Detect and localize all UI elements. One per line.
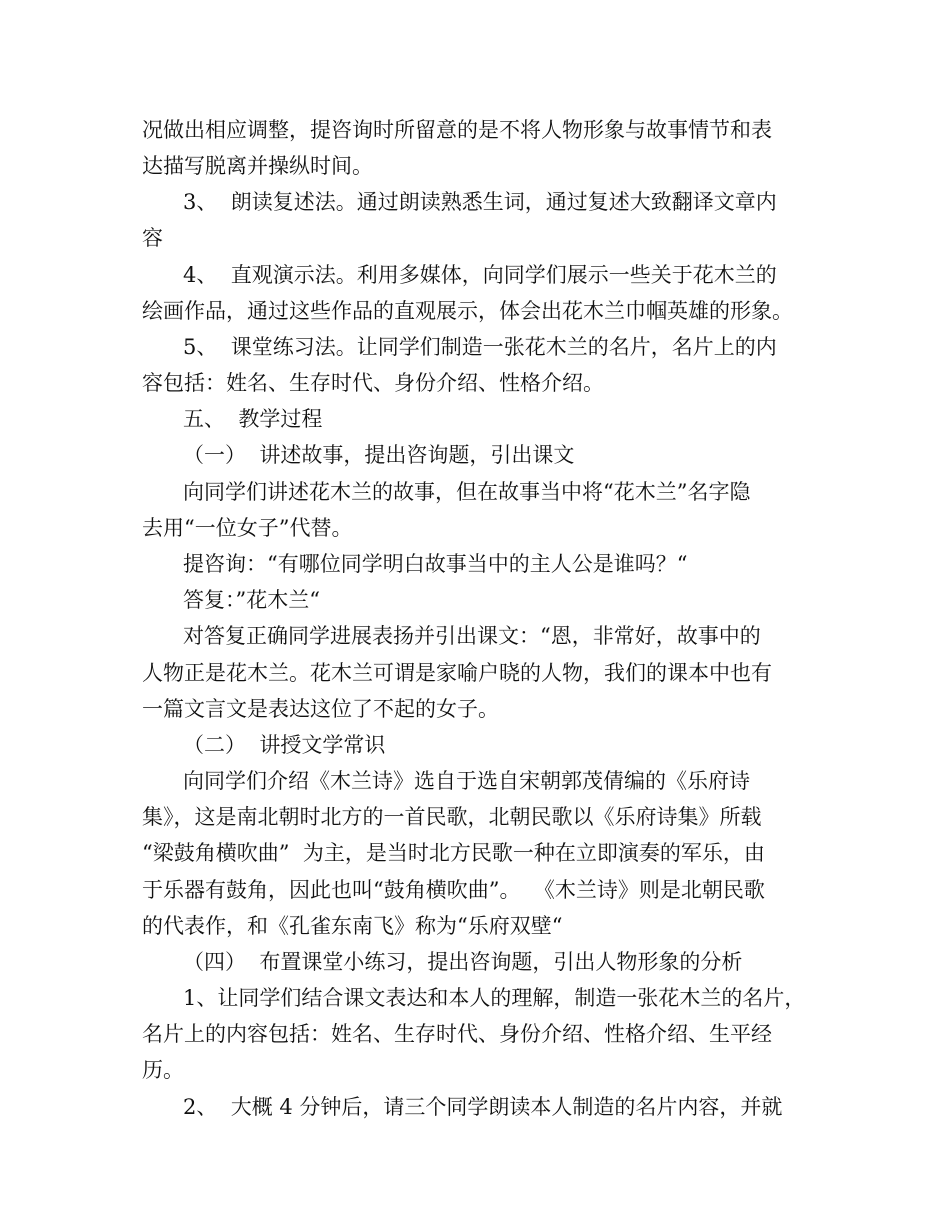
body-text-line: 的代表作，和《孔雀东南飞》称为“乐府双壁“ <box>142 914 563 938</box>
section-heading: 五、 教学过程 <box>183 407 323 431</box>
body-text-line: 去用“一位女子”代替。 <box>142 516 353 540</box>
subsection-heading: （二） 讲授文学常识 <box>183 733 386 757</box>
body-text-line: 况做出相应调整，提咨询时所留意的是不将人物形象与故事情节和表 <box>142 118 772 142</box>
body-text-line: 答复：”花木兰“ <box>183 588 320 612</box>
body-text-line: “梁鼓角横吹曲” 为主，是当时北方民歌一种在立即演奏的军乐，由 <box>142 841 765 865</box>
body-text-line: 绘画作品，通过这些作品的直观展示，体会出花木兰巾帼英雄的形象。 <box>142 299 793 323</box>
body-text-line: 向同学们讲述花木兰的故事，但在故事当中将“花木兰”名字隐 <box>183 480 751 504</box>
list-item-2: 2、 大概 4 分钟后，请三个同学朗读本人制造的名片内容，并就 <box>183 1095 783 1119</box>
body-text-line: 容 <box>142 226 163 250</box>
body-text-line: 一篇文言文是表达这位了不起的女子。 <box>142 697 499 721</box>
list-item-4: 4、 直观演示法。利用多媒体，向同学们展示一些关于花木兰的 <box>183 263 777 287</box>
body-text-line: 人物正是花木兰。花木兰可谓是家喻户晓的人物，我们的课本中也有 <box>142 661 772 685</box>
body-text-line: 提咨询：“有哪位同学明白故事当中的主人公是谁吗？“ <box>183 552 688 576</box>
body-text-line: 历。 <box>142 1058 184 1082</box>
body-text-line: 名片上的内容包括：姓名、生存时代、身份介绍、性格介绍、生平经 <box>142 1022 772 1046</box>
list-item-3: 3、 朗读复述法。通过朗读熟悉生词，通过复述大致翻译文章内 <box>183 190 777 214</box>
body-text-line: 集》，这是南北朝时北方的一首民歌，北朝民歌以《乐府诗集》所载 <box>142 805 762 829</box>
subsection-heading: （四） 布置课堂小练习，提出咨询题，引出人物形象的分析 <box>183 950 743 974</box>
list-item-1: 1、让同学们结合课文表达和本人的理解，制造一张花木兰的名片， <box>183 986 806 1010</box>
body-text-line: 向同学们介绍《木兰诗》选自于选自宋朝郭茂倩编的《乐府诗 <box>183 769 750 793</box>
body-text-line: 容包括：姓名、生存时代、身份介绍、性格介绍。 <box>142 371 604 395</box>
body-text-line: 于乐器有鼓角，因此也叫“鼓角横吹曲”。 《木兰诗》则是北朝民歌 <box>142 878 765 902</box>
body-text-line: 达描写脱离并操纵时间。 <box>142 154 373 178</box>
list-item-5: 5、 课堂练习法。让同学们制造一张花木兰的名片，名片上的内 <box>183 335 777 359</box>
subsection-heading: （一） 讲述故事，提出咨询题，引出课文 <box>183 443 575 467</box>
body-text-line: 对答复正确同学进展表扬并引出课文：“恩，非常好，故事中的 <box>183 624 761 648</box>
